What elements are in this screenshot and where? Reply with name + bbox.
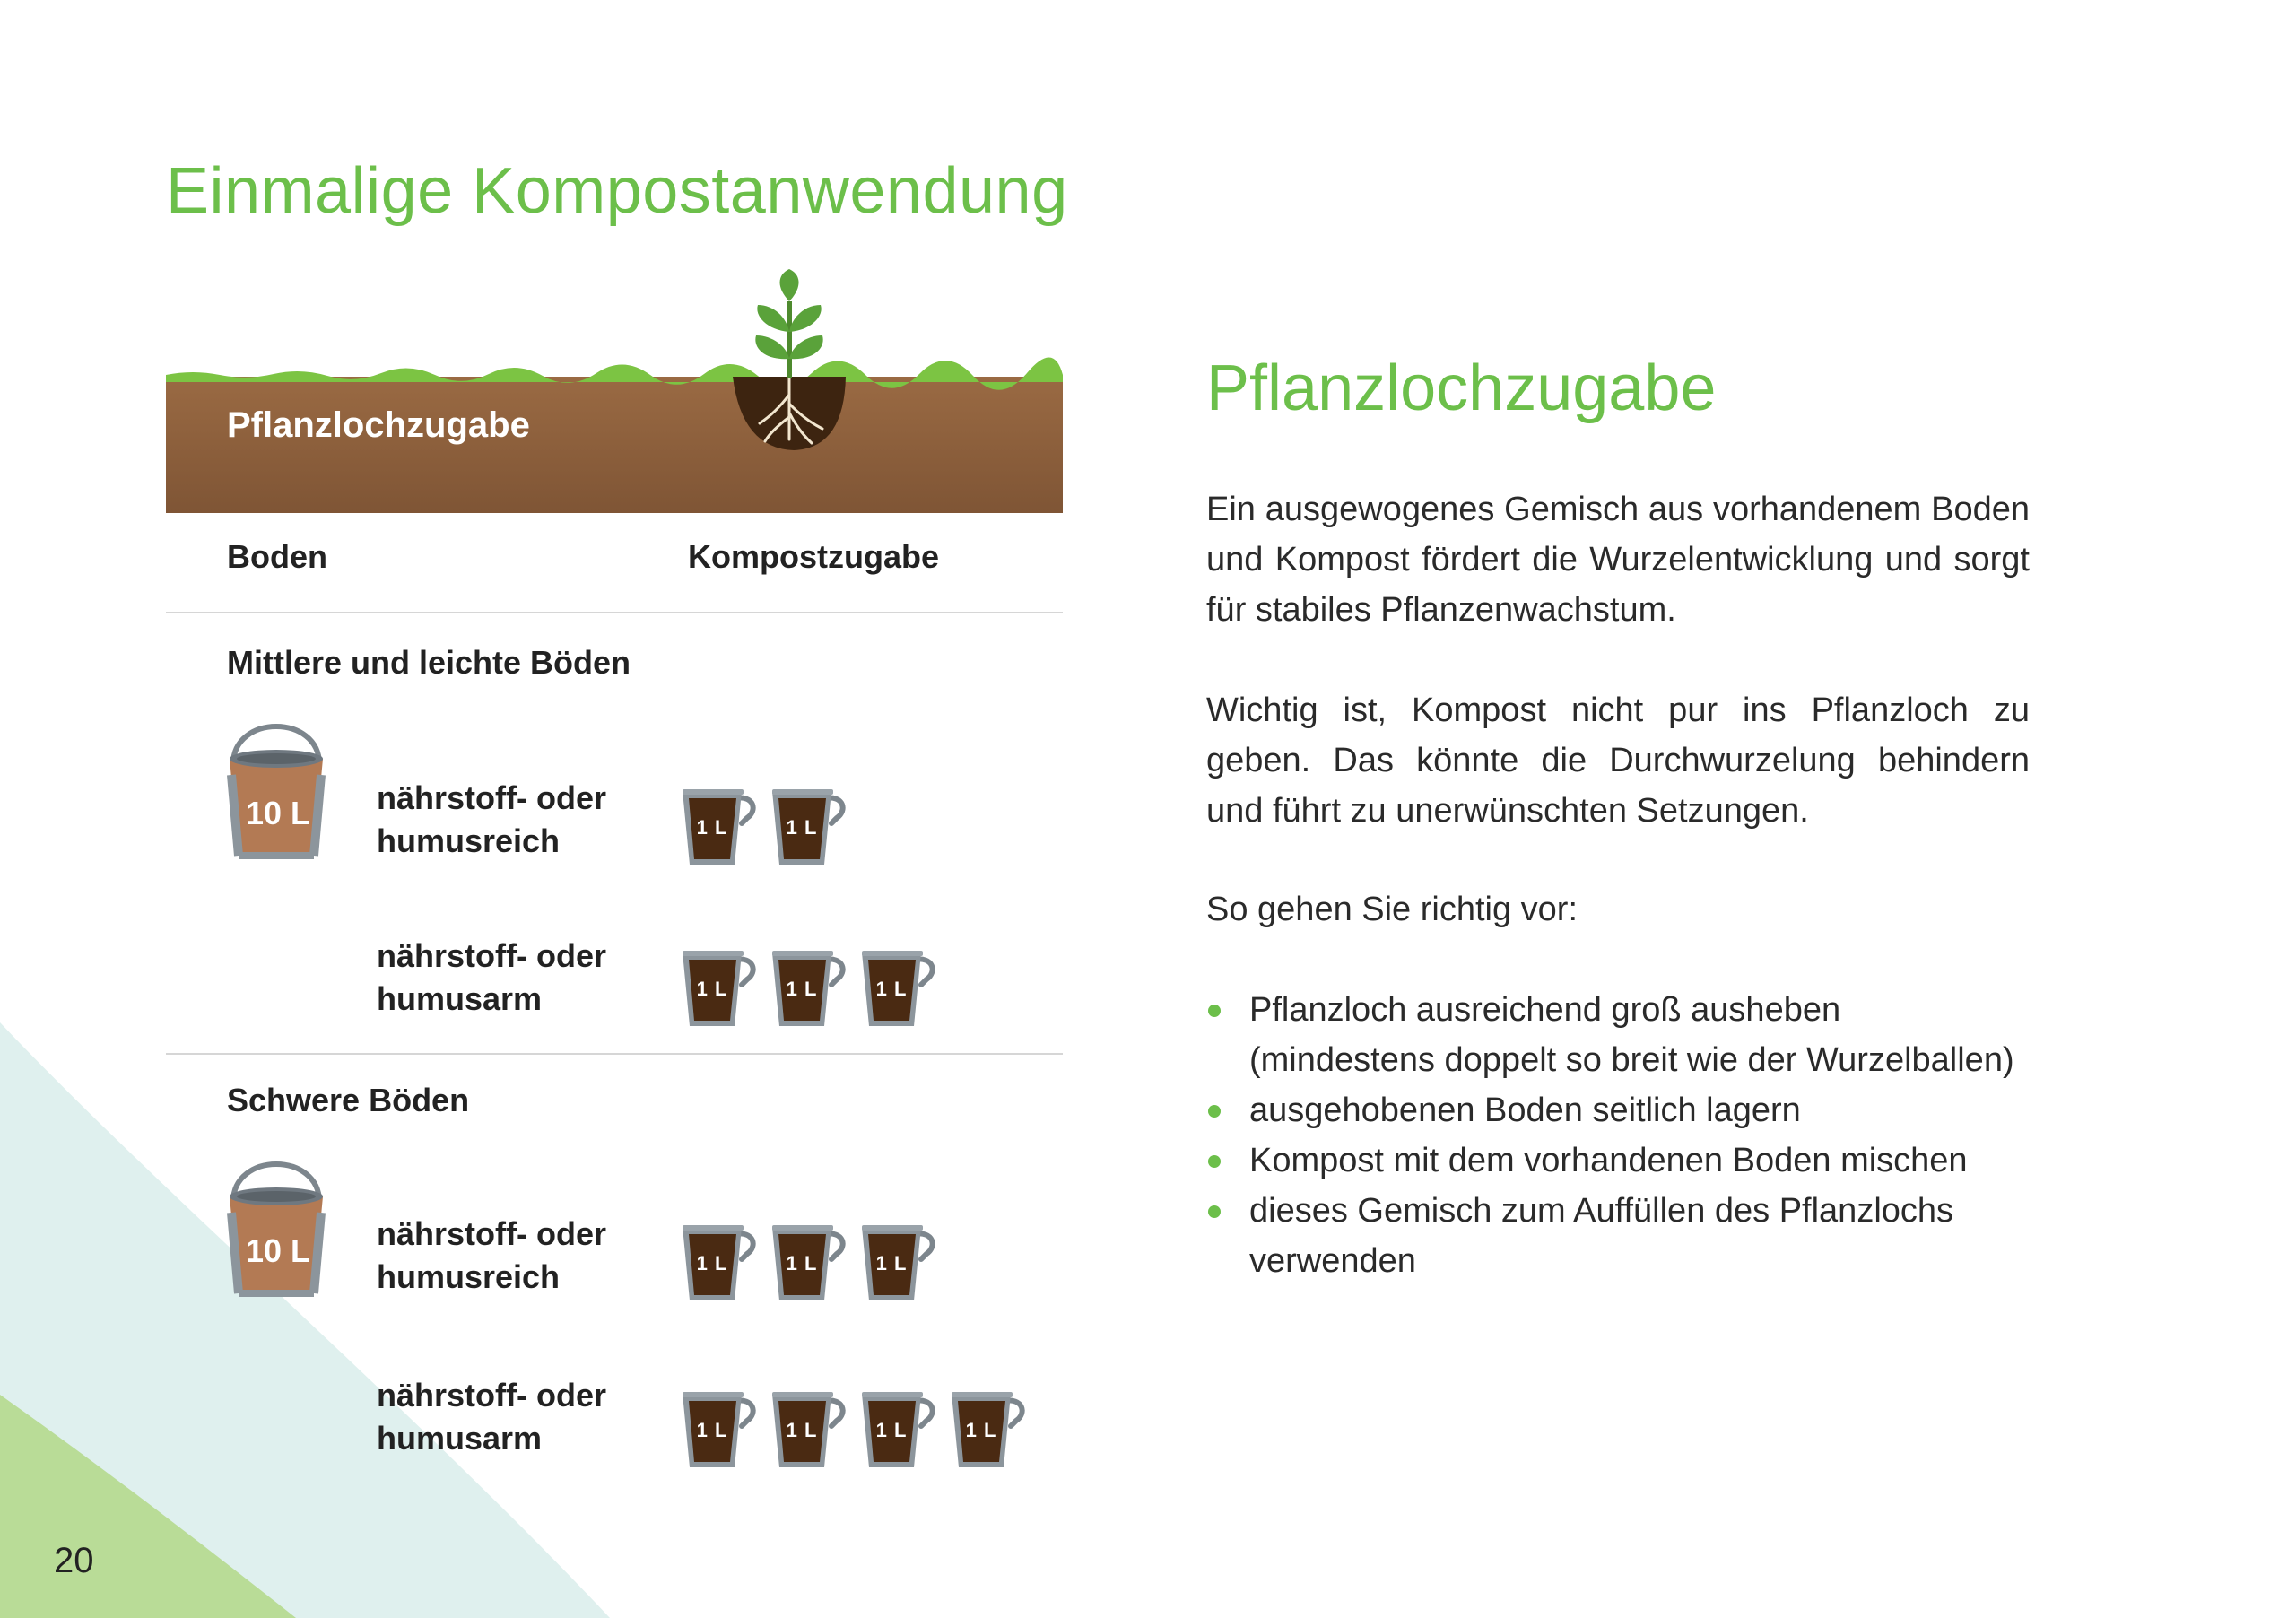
section-heading: Pflanzlochzugabe: [1206, 352, 1717, 424]
group-title: Mittlere und leichte Böden: [227, 644, 631, 681]
row-label-line2: humusreich: [377, 822, 561, 859]
row-label-line1: nährstoff- oder: [377, 1377, 606, 1414]
bullet-dot-icon: [1208, 1155, 1221, 1168]
bullet-item: [1206, 985, 2030, 1085]
page-title: Einmalige Kompostanwendung: [166, 155, 1068, 227]
jug-row: [679, 1385, 1027, 1471]
measuring-jug-icon: [858, 1218, 937, 1304]
bullet-text: dieses Gemisch zum Auffüllen des Pflanzlochs verwenden: [1249, 1192, 1954, 1280]
bullet-item: [1206, 1186, 2030, 1286]
jug-label: 1 L: [786, 978, 818, 1000]
measuring-jug-icon: [948, 1385, 1027, 1471]
jug-label: 1 L: [965, 1419, 997, 1441]
jug-label: 1 L: [875, 1419, 908, 1441]
row-label-line2: humusreich: [377, 1258, 561, 1295]
bullet-text: ausgehobenen Boden seitlich lagern: [1249, 1092, 1801, 1129]
divider: [166, 1053, 1063, 1055]
group-title: Schwere Böden: [227, 1082, 470, 1118]
row-label: [377, 777, 606, 863]
row-label-line2: humusarm: [377, 980, 543, 1017]
jug-label: 1 L: [875, 1252, 908, 1274]
measuring-jug-icon: [769, 782, 848, 868]
banner-label: Pflanzlochzugabe: [227, 405, 530, 445]
soil-banner: [166, 269, 1063, 513]
header-compost: Kompostzugabe: [688, 538, 940, 575]
measuring-jug-icon: [679, 944, 758, 1030]
bullet-dot-icon: [1208, 1005, 1221, 1017]
measuring-jug-icon: [679, 782, 758, 868]
measuring-jug-icon: [858, 1385, 937, 1471]
jug-row: [679, 1218, 937, 1304]
measuring-jug-icon: [769, 944, 848, 1030]
bullet-list: [1206, 985, 2030, 1286]
bucket-label: 10 L: [245, 1232, 311, 1269]
bullet-item: [1206, 1135, 2030, 1186]
divider: [166, 612, 1063, 613]
bullet-dot-icon: [1208, 1205, 1221, 1218]
bucket-label: 10 L: [245, 795, 311, 831]
jug-row: [679, 944, 937, 1030]
row-label: [377, 1213, 606, 1299]
bullet-text: Kompost mit dem vorhandenen Boden mischen: [1249, 1142, 1968, 1179]
paragraph: Ein ausgewogenes Gemisch aus vorhandenem Boden und Kompost fördert die Wurzelentwicklung und sorgt für stabiles Pflanzenwachstum.: [1206, 491, 2030, 629]
row-label-line2: humusarm: [377, 1420, 543, 1457]
jug-label: 1 L: [696, 1419, 728, 1441]
measuring-jug-icon: [769, 1218, 848, 1304]
jug-label: 1 L: [696, 816, 728, 839]
measuring-jug-icon: [679, 1385, 758, 1471]
header-soil: Boden: [227, 538, 327, 575]
seedling-in-soil-icon: [166, 269, 1063, 513]
page-number: 20: [54, 1541, 94, 1580]
row-label: [377, 935, 606, 1021]
row-label-line1: nährstoff- oder: [377, 1215, 606, 1252]
row-label: [377, 1374, 606, 1460]
jug-label: 1 L: [786, 816, 818, 839]
bucket-icon: [224, 719, 328, 863]
row-label-line1: nährstoff- oder: [377, 937, 606, 974]
jug-row: [679, 782, 848, 868]
jug-label: 1 L: [875, 978, 908, 1000]
row-label-line1: nährstoff- oder: [377, 779, 606, 816]
measuring-jug-icon: [769, 1385, 848, 1471]
jug-label: 1 L: [696, 1252, 728, 1274]
bullet-item: [1206, 1085, 2030, 1135]
paragraph: Wichtig ist, Kompost nicht pur ins Pflanzloch zu geben. Das könnte die Durchwurzelung behindern und führt zu unerwünschten Setzungen.: [1206, 692, 2030, 830]
bullet-dot-icon: [1208, 1105, 1221, 1118]
jug-label: 1 L: [696, 978, 728, 1000]
measuring-jug-icon: [858, 944, 937, 1030]
paragraph: So gehen Sie richtig vor:: [1206, 891, 1578, 928]
jug-label: 1 L: [786, 1252, 818, 1274]
jug-label: 1 L: [786, 1419, 818, 1441]
bucket-icon: [224, 1157, 328, 1300]
measuring-jug-icon: [679, 1218, 758, 1304]
bullet-text: Pflanzloch ausreichend groß ausheben (mindestens doppelt so breit wie der Wurzelballen): [1249, 991, 2014, 1079]
